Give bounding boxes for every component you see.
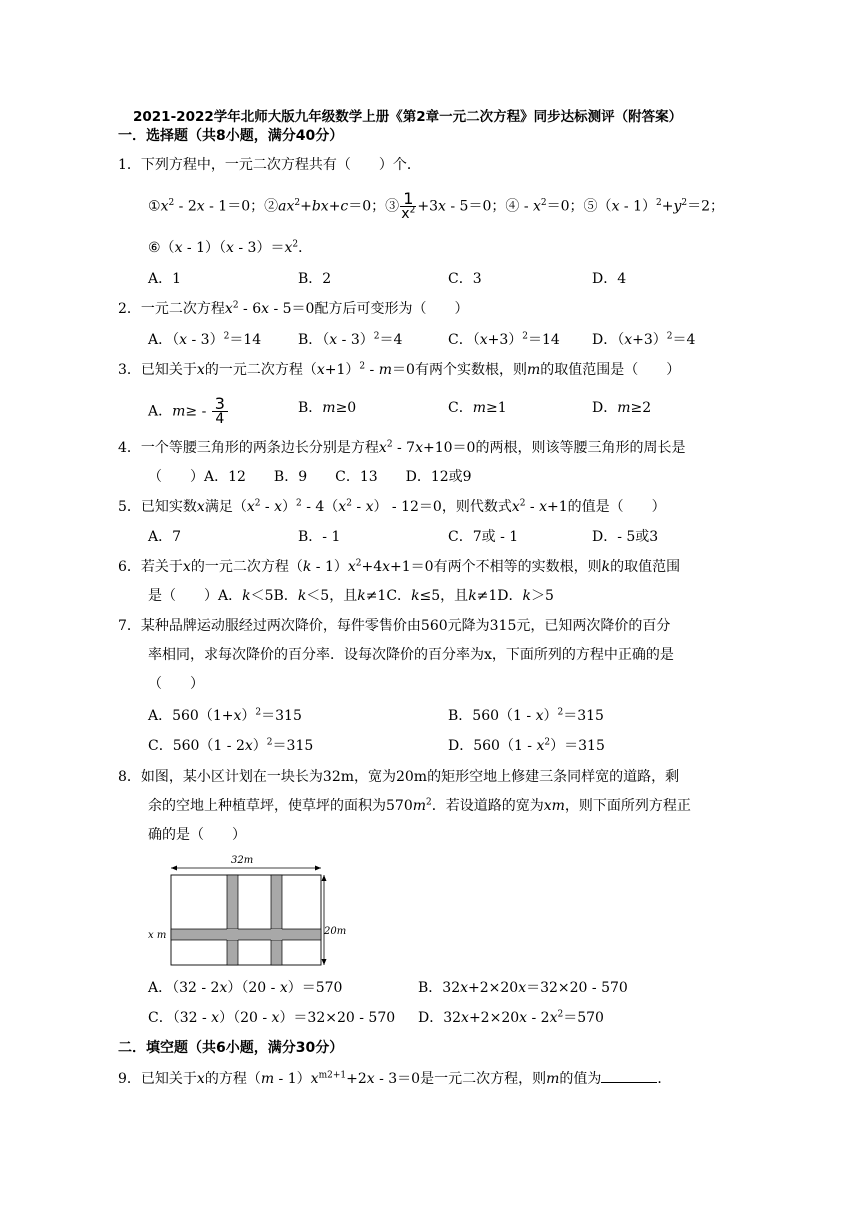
q3-option-c: C．m≥1 bbox=[448, 400, 507, 416]
q2-option-b: B．（x - 3）$^2$＝4 bbox=[298, 331, 403, 348]
q7-option-c: C．560（1 - 2x）$^2$＝315 bbox=[148, 737, 314, 754]
q1-option-a: A．1 bbox=[148, 271, 182, 287]
vertical-road-1 bbox=[227, 875, 238, 965]
q2-option-d: D．$(x+3)^2=4$ bbox=[592, 331, 696, 348]
q3-option-a: A．m≥ - $\frac{3}{4}$ bbox=[148, 396, 229, 427]
q8-stem-line2: 余的空地上种植草坪，使草坪的面积为$570m^2$．若设道路的宽为xm，则下面所列方程正 bbox=[148, 797, 691, 814]
road-crossing-2 bbox=[271, 929, 282, 940]
q6-options: 是（ ）A．k＜5B．k＜5，且k≠1C．k≤5，且k≠1D．k＞5 bbox=[148, 588, 554, 604]
q8-stem-line1: 8．如图，某小区计划在一块长为32m，宽为20m的矩形空地上修建三条同样宽的道路，剩 bbox=[118, 769, 680, 785]
q5-option-c: C．7或 - 1 bbox=[448, 529, 519, 545]
document-title: 2021-2022学年北师大版九年级数学上册《第2章一元二次方程》同步达标测评（附答案） bbox=[133, 109, 683, 125]
label-32m: 32m bbox=[231, 855, 254, 866]
q2-option-a: A．（x - 3）$^2$＝14 bbox=[148, 331, 262, 348]
q3-option-b: B．m≥0 bbox=[298, 400, 357, 416]
label-20m: 20m bbox=[324, 926, 347, 937]
q4-stem: 4．一个等腰三角形的两条边长分别是方程$x^2 - 7x+10=0$的两根，则该等腰三角形的周长是 bbox=[118, 439, 686, 456]
q6-stem: 6．若关于x的一元二次方程$(k - 1)x^2+4x+1=0$有两个不相等的实数根，则k的取值范围 bbox=[118, 558, 681, 575]
q8-option-a: A．（32 - 2x）（20 - x）＝570 bbox=[148, 980, 343, 996]
q2-option-c: C．$(x+3)^2=14$ bbox=[448, 331, 560, 348]
q7-option-a: A．$560(1+x)^2=315$ bbox=[148, 707, 302, 724]
q5-option-a: A．7 bbox=[148, 529, 182, 545]
right-dimension bbox=[322, 875, 327, 965]
q1-option-d: D．4 bbox=[592, 271, 627, 287]
q1-equations: $①x^2 - 2x - 1=0$；$②ax^2+bx+c=0$；③ $\frac{1}{x^2}$ +3x - 5＝0；④ - $x^2=0$；⑤（x - $1)^2+y^2=2$； bbox=[148, 189, 725, 222]
q8-option-d: D．$32x+2\times 20x - 2x^2=570$ bbox=[418, 1009, 604, 1026]
q8-option-c: C．（32 - x）（20 - x）＝32×20 - 570 bbox=[148, 1010, 396, 1026]
q9-stem: 9．已知关于x的方程$(m - 1)x^{m2+1}+2x - 3=0$是一元二次方程，则m的值为 ． bbox=[118, 1068, 671, 1089]
vertical-road-2 bbox=[271, 875, 282, 965]
road-diagram bbox=[148, 850, 348, 972]
horizontal-road bbox=[171, 929, 321, 940]
q7-stem-line1: 7．某种品牌运动服经过两次降价，每件零售价由560元降为315元，已知两次降价的百分 bbox=[118, 618, 671, 634]
q1-option-b: B．2 bbox=[298, 271, 332, 287]
q5-stem: 5．已知实数x满足$(x^2 - x)^2 - 4(x^2 - x) - 12=0$，则代数式$x^2 - x+1$的值是（ ） bbox=[118, 498, 666, 515]
q1-stem: 1．下列方程中，一元二次方程共有（ ）个． bbox=[118, 157, 421, 173]
rectangle-plot bbox=[171, 875, 321, 965]
q7-option-b: B．560（1 - x）$^2$＝315 bbox=[448, 707, 604, 724]
q3-stem: 3．已知关于x的一元二次方程$(x+1)^2 - m=0$有两个实数根，则m的取值范围是（ ） bbox=[118, 361, 681, 378]
section-heading-1: 一．选择题（共8小题，满分40分） bbox=[118, 128, 344, 144]
section-heading-2: 二．填空题（共6小题，满分30分） bbox=[118, 1040, 344, 1056]
q4-options: （ ）A．12 B．9 C．13 D．12或9 bbox=[148, 469, 472, 485]
q1-equation-6: ⑥（x - $1)(x - 3)=x^2$． bbox=[148, 239, 313, 256]
answer-blank[interactable] bbox=[601, 1068, 657, 1083]
q7-option-d: D．$560(1 - x^2)=315$ bbox=[448, 737, 605, 754]
q3-option-d: D．m≥2 bbox=[592, 400, 652, 416]
q8-option-b: B．32x+2×20x＝32×20 - 570 bbox=[418, 980, 628, 996]
road-crossing-1 bbox=[227, 929, 238, 940]
top-dimension bbox=[171, 866, 321, 871]
q7-stem-line3: （ ） bbox=[148, 676, 204, 692]
q1-option-c: C．3 bbox=[448, 271, 482, 287]
q5-option-b: B．- 1 bbox=[298, 529, 341, 545]
label-xm: x m bbox=[148, 930, 167, 941]
q7-stem-line2: 率相同，求每次降价的百分率．设每次降价的百分率为x，下面所列的方程中正确的是 bbox=[148, 647, 674, 663]
q5-option-d: D．- 5或3 bbox=[592, 529, 659, 545]
q8-stem-line3: 确的是（ ） bbox=[148, 827, 246, 843]
q2-stem: 2．一元二次方程$x^2 - 6x - 5=0$配方后可变形为（ ） bbox=[118, 300, 469, 317]
